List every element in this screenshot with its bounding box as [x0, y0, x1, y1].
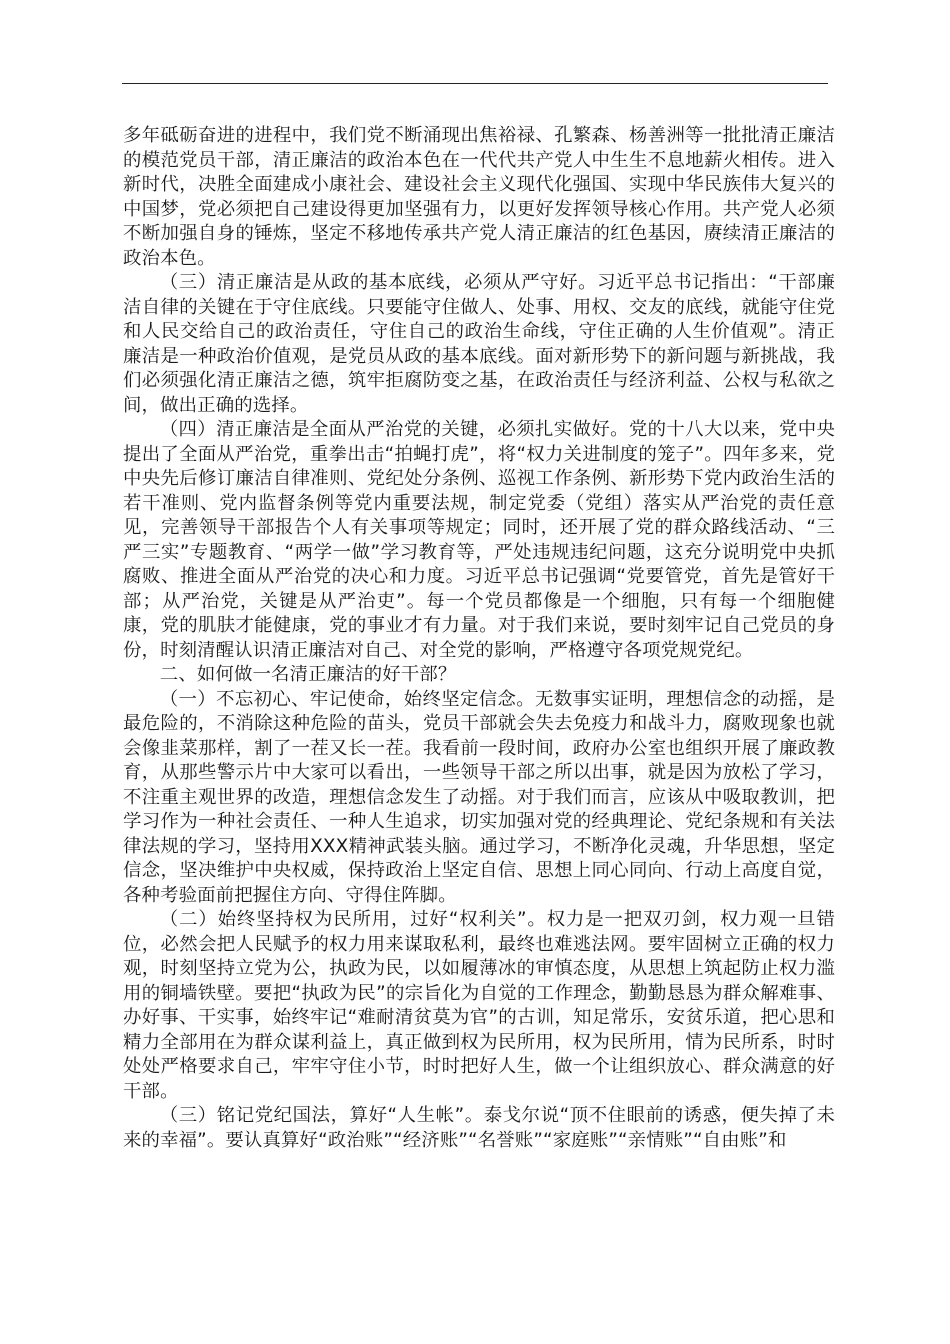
paragraph-item-2: （二）始终坚持权为民所用，过好“权利关”。权力是一把双刃剑，权力观一旦错位，必然会把人民赋予的权力用来谋取私利，最终也难逃法网。要牢固树立正确的权力观，时刻坚持立党为公，执政为民，以如履薄冰的审慎态度，从思想上筑起防止权力滥用的铜墙铁壁。要把“执政为民”的宗旨化为自觉的工作理念，勤勤恳恳为群众解难事、办好事、干实事，始终牢记“难耐清贫莫为官”的古训，知足常乐，安贫乐道，把心思和精力全部用在为群众谋利益上，真正做到权为民所用，权为民所用，情为民所系，时时处处严格要求自己，牢牢守住小节，时时把好人生，做一个让组织放心、群众满意的好干部。 [123, 909, 835, 1102]
document-body [123, 124, 835, 1153]
paragraph-item-3: （三）铭记党纪国法，算好“人生帐”。泰戈尔说“顶不住眼前的诱惑，便失掉了未来的幸福”。要认真算好“政治账”“经济账”“名誉账”“家庭账”“亲情账”“自由账”和 [123, 1105, 835, 1151]
paragraph-item-1: （一）不忘初心、牢记使命，始终坚定信念。无数事实证明，理想信念的动摇，是最危险的，不消除这种危险的苗头，党员干部就会失去免疫力和战斗力，腐败现象也就会像韭菜那样，割了一茬又长一茬。我看前一段时间，政府办公室也组织开展了廉政教育，从那些警示片中大家可以看出，一些领导干部之所以出事，就是因为放松了学习，不注重主观世界的改造，理想信念发生了动摇。对于我们而言，应该从中吸取教训，把学习作为一种社会责任、一种人生追求，切实加强对党的经典理论、党纪条规和有关法律法规的学习，坚持用XXX精神武装头脑。通过学习，不断净化灵魂，升华思想，坚定信念，坚决维护中央权威，保持政治上坚定自信、思想上同心同向、行动上高度自觉，各种考验面前把握住方向、守得住阵脚。 [123, 688, 835, 906]
paragraph-section-4: （四）清正廉洁是全面从严治党的关键，必须扎实做好。党的十八大以来，党中央提出了全面从严治党，重拳出击“拍蝇打虎”，将“权力关进制度的笼子”。四年多来，党中央先后修订廉洁自律准则、党纪处分条例、巡视工作条例、新形势下党内政治生活的若干准则、党内监督条例等党内重要法规，制定党委（党组）落实从严治党的责任意见，完善领导干部报告个人有关事项等规定；同时，还开展了党的群众路线活动、“三严三实”专题教育、“两学一做”学习教育等，严处违规违纪问题，这充分说明党中央抓腐败、推进全面从严治党的决心和力度。习近平总书记强调“党要管党，首先是管好干部；从严治党，关键是从严治吏”。每一个党员都像是一个细胞，只有每一个细胞健康，党的肌肤才能健康，党的事业才有力量。对于我们来说，要时刻牢记自己党员的身份，时刻清醒认识清正廉洁对自己、对全党的影响，严格遵守各项党规党纪。 [123, 419, 835, 661]
paragraph-continuation: 多年砥砺奋进的进程中，我们党不断涌现出焦裕禄、孔繁森、杨善洲等一批批清正廉洁的模范党员干部，清正廉洁的政治本色在一代代共产党人中生生不息地薪火相传。进入新时代，决胜全面建成小康社会、建设社会主义现代化强国、实现中华民族伟大复兴的中国梦，党必须把自己建设得更加坚强有力，以更好发挥领导核心作用。共产党人必须不断加强自身的锤炼，坚定不移地传承共产党人清正廉洁的红色基因，赓续清正廉洁的政治本色。 [123, 125, 835, 269]
header-rule [122, 83, 828, 84]
section-heading-2: 二、如何做一名清正廉洁的好干部？ [159, 664, 457, 685]
paragraph-section-3: （三）清正廉洁是从政的基本底线，必须从严守好。习近平总书记指出：“干部廉洁自律的关键在于守住底线。只要能守住做人、处事、用权、交友的底线，就能守住党和人民交给自己的政治责任，守住自己的政治生命线，守住正确的人生价值观”。清正廉洁是一种政治价值观，是党员从政的基本底线。面对新形势下的新问题与新挑战，我们必须强化清正廉洁之德，筑牢拒腐防变之基，在政治责任与经济利益、公权与私欲之间，做出正确的选择。 [123, 272, 835, 416]
